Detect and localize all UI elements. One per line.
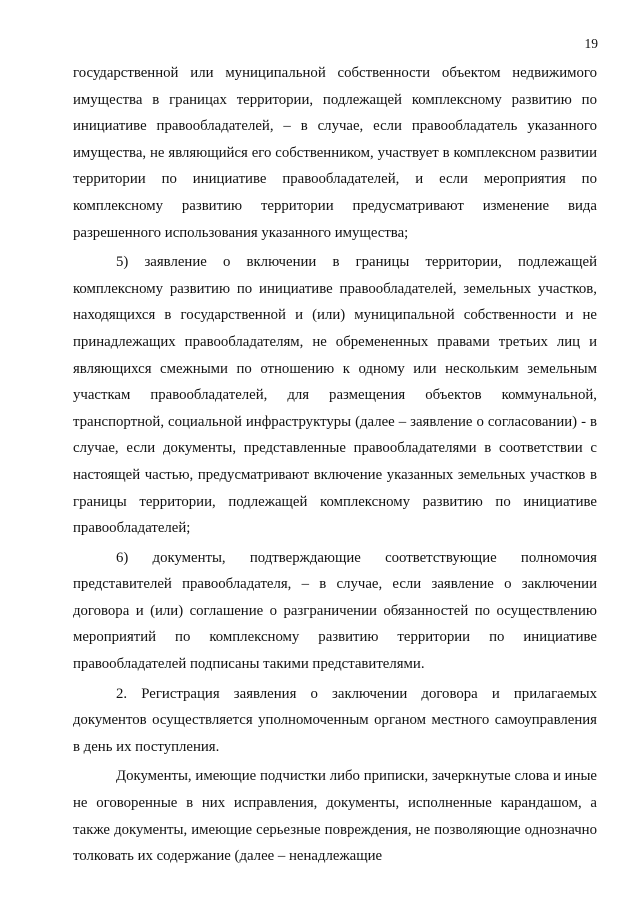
- paragraph-continuation: государственной или муниципальной собственности объектом недвижимого имущества в границах территории, подлежащей комплексному развитию по инициативе правообладателей, – в случае, если правообладатель указанного имущества, не являющийся его собственником, участвует в комплексном развитии территории по инициативе правообладателей, и если мероприятия по комплексному развитию территории предусматривают изменение вида разрешенного использования указанного имущества;: [73, 65, 597, 241]
- document-body: [73, 60, 597, 873]
- page-number: 19: [584, 36, 598, 51]
- paragraph-section-2: 2. Регистрация заявления о заключении договора и прилагаемых документов осуществляется уполномоченным органом местного самоуправления в день их поступления.: [73, 685, 597, 755]
- paragraph-item-6: 6) документы, подтверждающие соответствующие полномочия представителей правообладателя, – в случае, если заявление о заключении договора и (или) соглашение о разграничении обязанностей по осуществлению мероприятий по комплексному развитию территории по инициативе правообладателей подписаны такими представителями.: [73, 549, 597, 673]
- paragraph-item-5: 5) заявление о включении в границы территории, подлежащей комплексному развитию по инициативе правообладателей, земельных участков, находящихся в государственной и (или) муниципальной собственности и не принадлежащих правообладателям, не обремененных правами третьих лиц и являющихся смежными по отношению к одному или нескольким земельным участкам правообладателей, для размещения объектов коммунальной, транспортной, социальной инфраструктуры (далее – заявление о согласовании) - в случае, если документы, представленные правообладателями в соответствии с настоящей частью, предусматривают включение указанных земельных участков в границы территории, подлежащей комплексному развитию по инициативе правообладателей;: [73, 254, 597, 537]
- paragraph-documents: Документы, имеющие подчистки либо приписки, зачеркнутые слова и иные не оговоренные в них исправления, документы, исполненные карандашом, а также документы, имеющие серьезные повреждения, не позволяющие однозначно толковать их содержание (далее – ненадлежащие: [73, 768, 597, 865]
